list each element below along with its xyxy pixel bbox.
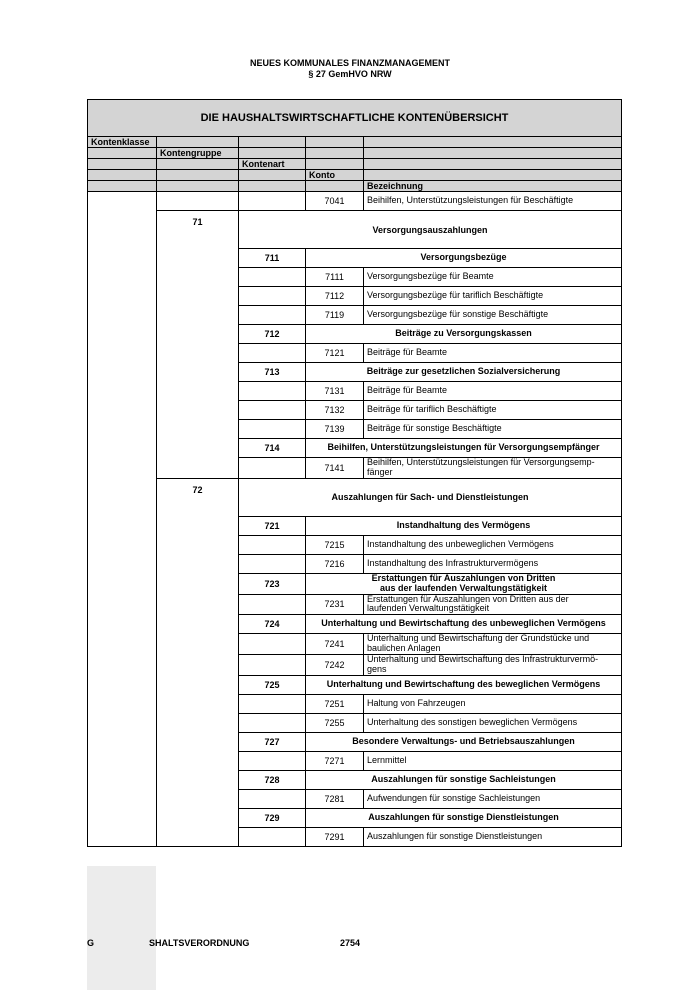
kontenart-label: Beiträge zu Versorgungskassen (306, 325, 622, 344)
kontenart-label: Beihilfen, Unterstützungsleistungen für Versorgungsempfänger (306, 439, 622, 458)
col-header-kontengruppe: Kontengruppe (157, 148, 239, 159)
kontenart-number: 711 (239, 249, 306, 268)
empty-cell (157, 192, 239, 211)
konto-label: Versorgungsbezüge für Beamte (364, 268, 622, 287)
konto-number: 7271 (306, 751, 364, 770)
kontenart-number: 713 (239, 363, 306, 382)
kontenart-number: 712 (239, 325, 306, 344)
konto-label: Lernmittel (364, 751, 622, 770)
konto-number: 7121 (306, 344, 364, 363)
kontenart-number: 727 (239, 732, 306, 751)
konto-label: Unterhaltung und Bewirtschaftung des Infrastrukturvermö- gens (364, 655, 622, 676)
table-row (88, 211, 622, 249)
konto-number: 7255 (306, 713, 364, 732)
konto-label: Beiträge für Beamte (364, 344, 622, 363)
konto-number: 7132 (306, 401, 364, 420)
konto-label: Aufwendungen für sonstige Sachleistungen (364, 789, 622, 808)
konto-label: Auszahlungen für sonstige Dienstleistungen (364, 827, 622, 846)
kontenart-label: Unterhaltung und Bewirtschaftung des beweglichen Vermögens (306, 675, 622, 694)
kontenart-number: 714 (239, 439, 306, 458)
kontenart-label: Beiträge zur gesetzlichen Sozialversicherung (306, 363, 622, 382)
konten-table (87, 99, 622, 847)
konto-number: 7111 (306, 268, 364, 287)
kontenklasse-cell (88, 192, 157, 847)
kontengruppe-number: 72 (157, 478, 239, 846)
empty-cell (239, 287, 306, 306)
empty-cell (239, 594, 306, 615)
header-subtitle: § 27 GemHVO NRW (308, 69, 392, 79)
empty-cell (239, 382, 306, 401)
konto-label: Instandhaltung des Infrastrukturvermögens (364, 554, 622, 573)
empty-cell (239, 655, 306, 676)
konto-number: 7139 (306, 420, 364, 439)
konto-number: 7241 (306, 634, 364, 655)
kontenart-label: Versorgungsbezüge (306, 249, 622, 268)
konten-table-wrapper (87, 99, 621, 847)
konto-number: 7215 (306, 535, 364, 554)
empty-cell (239, 268, 306, 287)
empty-cell (239, 789, 306, 808)
empty-cell (239, 458, 306, 479)
empty-cell (239, 306, 306, 325)
konto-label: Instandhaltung des unbeweglichen Vermögens (364, 535, 622, 554)
col-header-kontenklasse: Kontenklasse (88, 137, 157, 148)
table-title: DIE HAUSHALTSWIRTSCHAFTLICHE KONTENÜBERSICHT (88, 100, 622, 137)
konto-label: Beiträge für sonstige Beschäftigte (364, 420, 622, 439)
empty-cell (239, 827, 306, 846)
konto-number: 7112 (306, 287, 364, 306)
konto-label: Beihilfen, Unterstützungsleistungen für Beschäftigte (364, 192, 622, 211)
konto-number: 7141 (306, 458, 364, 479)
konto-number: 7281 (306, 789, 364, 808)
kontenart-label: Auszahlungen für sonstige Dienstleistungen (306, 808, 622, 827)
kontengruppe-label: Versorgungsauszahlungen (239, 211, 622, 249)
empty-cell (239, 420, 306, 439)
empty-cell (239, 535, 306, 554)
empty-cell (239, 192, 306, 211)
kontenart-label: Instandhaltung des Vermögens (306, 516, 622, 535)
empty-cell (239, 751, 306, 770)
konto-number: 7242 (306, 655, 364, 676)
kontengruppe-label: Auszahlungen für Sach- und Dienstleistungen (239, 478, 622, 516)
konto-label: Unterhaltung des sonstigen beweglichen Vermögens (364, 713, 622, 732)
empty-cell (239, 401, 306, 420)
konto-number: 7291 (306, 827, 364, 846)
kontenart-number: 725 (239, 675, 306, 694)
konto-number: 7251 (306, 694, 364, 713)
konto-number: 7131 (306, 382, 364, 401)
kontengruppe-number: 71 (157, 211, 239, 479)
footer-left-text: G SHALTSVERORDNUNG (87, 938, 250, 948)
empty-cell (239, 694, 306, 713)
konto-label: Beihilfen, Unterstützungsleistungen für Versorgungsemp- fänger (364, 458, 622, 479)
konto-label: Versorgungsbezüge für sonstige Beschäftigte (364, 306, 622, 325)
kontenart-number: 724 (239, 615, 306, 634)
konto-number: 7216 (306, 554, 364, 573)
kontenart-label: Auszahlungen für sonstige Sachleistungen (306, 770, 622, 789)
kontenart-number: 728 (239, 770, 306, 789)
empty-cell (239, 554, 306, 573)
konto-number: 7119 (306, 306, 364, 325)
table-row (88, 478, 622, 516)
konto-label: Erstattungen für Auszahlungen von Dritten aus der laufenden Verwaltungstätigkeit (364, 594, 622, 615)
konto-label: Unterhaltung und Bewirtschaftung der Grundstücke und baulichen Anlagen (364, 634, 622, 655)
konto-number: 7041 (306, 192, 364, 211)
col-header-kontenart: Kontenart (239, 159, 306, 170)
footer-page-number: 2754 (340, 938, 361, 948)
col-header-konto: Konto (306, 170, 364, 181)
kontenart-number: 723 (239, 573, 306, 594)
col-header-bezeichnung: Bezeichnung (364, 181, 622, 192)
kontenart-label: Unterhaltung und Bewirtschaftung des unbeweglichen Vermögens (306, 615, 622, 634)
kontenart-number: 721 (239, 516, 306, 535)
table-row (88, 192, 622, 211)
kontenart-label: Erstattungen für Auszahlungen von Dritten aus der laufenden Verwaltungstätigkeit (306, 573, 622, 594)
konto-label: Haltung von Fahrzeugen (364, 694, 622, 713)
konto-label: Versorgungsbezüge für tariflich Beschäftigte (364, 287, 622, 306)
konto-label: Beiträge für Beamte (364, 382, 622, 401)
kontenart-label: Besondere Verwaltungs- und Betriebsauszahlungen (306, 732, 622, 751)
left-grey-band (87, 866, 156, 990)
kontenart-number: 729 (239, 808, 306, 827)
empty-cell (239, 713, 306, 732)
empty-cell (239, 634, 306, 655)
konto-number: 7231 (306, 594, 364, 615)
konto-label: Beiträge für tariflich Beschäftigte (364, 401, 622, 420)
header-title: NEUES KOMMUNALES FINANZMANAGEMENT (250, 58, 450, 68)
empty-cell (239, 344, 306, 363)
